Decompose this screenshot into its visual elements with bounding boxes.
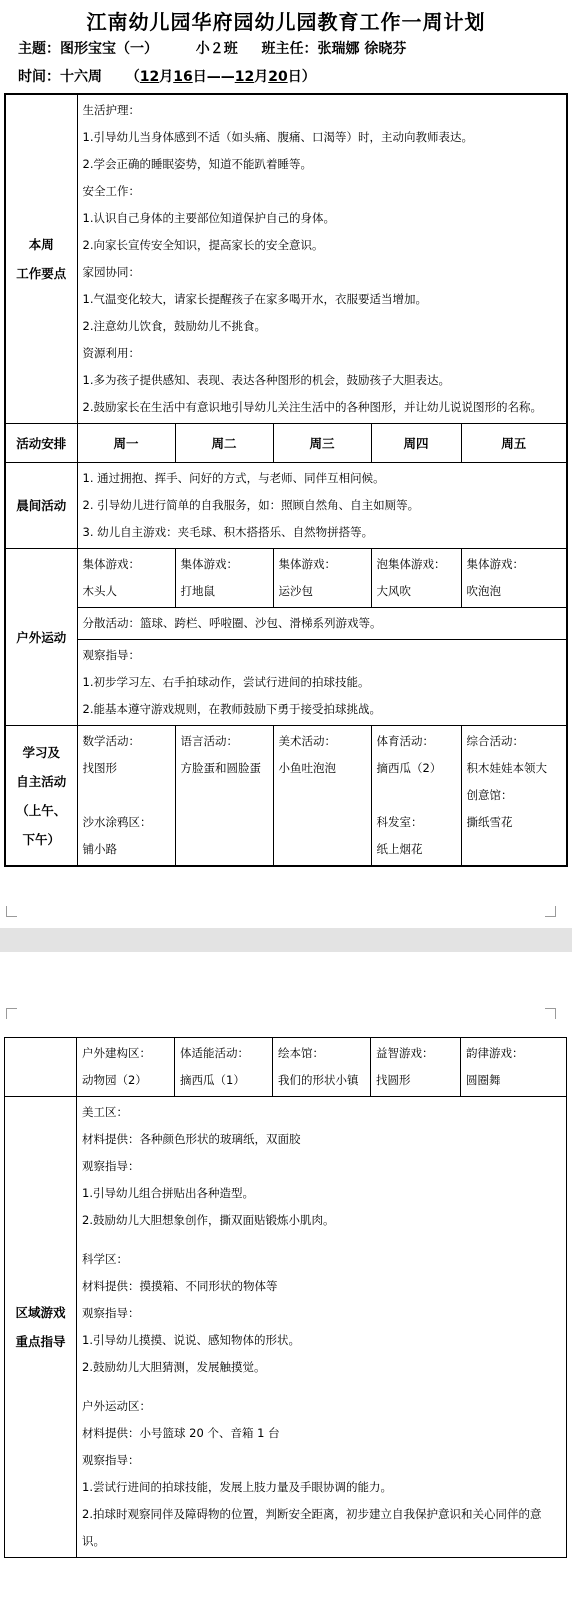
home-title: 家园协同： bbox=[82, 265, 140, 279]
empty-label bbox=[5, 1038, 77, 1097]
theme-label: 主题： bbox=[18, 41, 60, 57]
activity-cell: 体适能活动： 摘西瓜（1） bbox=[175, 1038, 273, 1097]
day-header: 周一 bbox=[77, 424, 175, 463]
end-day: 20 bbox=[268, 69, 288, 85]
outdoor-games-row bbox=[5, 549, 567, 608]
activity-cell: 户外建构区： 动物园（2） bbox=[77, 1038, 175, 1097]
outdoor-scatter-row bbox=[5, 608, 567, 640]
morning-item: 2. 引导幼儿进行简单的自我服务，如：照顾自然角、自主如厕等。 bbox=[82, 498, 420, 512]
outdoor-label: 户外运动 bbox=[5, 549, 77, 726]
page-title: 江南幼儿园华府园幼儿园教育工作一周计划 bbox=[86, 10, 486, 34]
page-corner-mark bbox=[545, 1008, 556, 1019]
art-area-title: 美工区： bbox=[82, 1105, 128, 1119]
observation-title: 观察指导： bbox=[82, 648, 140, 662]
care-item: 2.学会正确的睡眠姿势，知道不能趴着睡等。 bbox=[82, 157, 312, 171]
game-type: 集体游戏： bbox=[278, 557, 336, 571]
week-value: 十六周 bbox=[60, 69, 102, 85]
teacher-names: 张瑞娜 徐晓芬 bbox=[317, 41, 407, 57]
game-name: 大风吹 bbox=[376, 584, 411, 598]
care-title: 生活护理： bbox=[82, 103, 140, 117]
start-month: 12 bbox=[139, 69, 160, 85]
page-corner-mark bbox=[545, 906, 556, 917]
day-header: 周三 bbox=[273, 424, 371, 463]
game-type: 泡集体游戏： bbox=[376, 557, 446, 571]
study-cell-friday: 综合活动： 积木娃娃本领大 创意馆： 撕纸雪花 bbox=[461, 726, 567, 867]
focus-row bbox=[5, 94, 567, 424]
morning-row bbox=[5, 463, 567, 549]
resource-item: 2.鼓励家长在生活中有意识地引导幼儿关注生活中的各种图形，并让幼儿说说图形的名称。 bbox=[82, 400, 542, 414]
area-game-row bbox=[5, 1097, 567, 1558]
day-header: 周二 bbox=[175, 424, 273, 463]
end-month: 12 bbox=[234, 69, 255, 85]
theme-line bbox=[18, 38, 406, 58]
activity-cell: 益智游戏： 找圆形 bbox=[371, 1038, 461, 1097]
game-name: 木头人 bbox=[82, 584, 117, 598]
schedule-header-row bbox=[5, 424, 567, 463]
theme-value: 图形宝宝（一） bbox=[60, 41, 158, 57]
outdoor-game-cell bbox=[273, 549, 371, 608]
day-header: 周四 bbox=[371, 424, 461, 463]
day-header: 周五 bbox=[461, 424, 567, 463]
focus-label: 本周 工作要点 bbox=[5, 94, 77, 424]
teacher-label: 班主任： bbox=[261, 41, 318, 57]
class-name: 小２班 bbox=[195, 41, 238, 57]
science-area-title: 科学区： bbox=[82, 1252, 128, 1266]
schedule-label: 活动安排 bbox=[5, 424, 77, 463]
outdoor-observation bbox=[77, 640, 567, 726]
outdoor-observe-row bbox=[5, 640, 567, 726]
game-name: 打地鼠 bbox=[180, 584, 215, 598]
time-label: 时间： bbox=[18, 69, 60, 85]
range-dash: —— bbox=[206, 69, 235, 85]
page-corner-mark bbox=[6, 1008, 17, 1019]
home-item: 2.注意幼儿饮食，鼓励幼儿不挑食。 bbox=[82, 319, 266, 333]
day-char: 日 bbox=[192, 69, 207, 85]
activity-cell: 韵律游戏： 圆圈舞 bbox=[461, 1038, 567, 1097]
focus-content bbox=[77, 94, 567, 424]
month-char: 月 bbox=[159, 69, 174, 85]
study-cell-wednesday: 美术活动： 小鱼吐泡泡 bbox=[273, 726, 371, 867]
resource-title: 资源利用： bbox=[82, 346, 140, 360]
study-cell-tuesday: 语言活动： 方脸蛋和圆脸蛋 bbox=[175, 726, 273, 867]
game-type: 集体游戏： bbox=[180, 557, 238, 571]
observation-item: 1.初步学习左、右手拍球动作，尝试行进间的拍球技能。 bbox=[82, 675, 370, 689]
observation-item: 2.能基本遵守游戏规则，在教师鼓励下勇于接受拍球挑战。 bbox=[82, 702, 381, 716]
outdoor-game-cell bbox=[175, 549, 273, 608]
range-close: ） bbox=[301, 69, 316, 85]
safety-item: 2.向家长宣传安全知识，提高家长的安全意识。 bbox=[82, 238, 324, 252]
game-type: 集体游戏： bbox=[466, 557, 524, 571]
area-label: 区域游戏 重点指导 bbox=[5, 1097, 77, 1558]
weekly-plan-table bbox=[4, 93, 568, 867]
page2-activity-row bbox=[5, 1038, 567, 1097]
area-content: 美工区： 材料提供：各种颜色形状的玻璃纸，双面胶 观察指导： 1.引导幼儿组合拼贴出各种造型。 2.鼓励幼儿大胆想象创作，撕双面贴锻炼小肌肉。 科学区： 材料提供：摸摸箱、不同形状的物体等 观察指导： 1.引导幼儿摸摸、说说、感知物体的形状。 2.鼓励幼儿大胆猜测，发展触摸觉。 户外运动区： 材料提供：小号篮球 20 个、音箱 1 台 观察指导： 1.尝试行进间的拍球技能，发展上肢力量及手眼协调的能力。 2.拍球时观察同伴及障碍物的位置，判断安全距离，初步建立自我保护意识和关心同伴的意识。 bbox=[77, 1097, 567, 1558]
outdoor-game-cell bbox=[371, 549, 461, 608]
home-item: 1.气温变化较大，请家长提醒孩子在家多喝开水，衣服要适当增加。 bbox=[82, 292, 427, 306]
range-open: （ bbox=[125, 69, 140, 85]
month-char: 月 bbox=[254, 69, 269, 85]
game-name: 吹泡泡 bbox=[466, 584, 501, 598]
outdoor-game-cell bbox=[77, 549, 175, 608]
outdoor-game-cell bbox=[461, 549, 567, 608]
study-cell-monday: 数学活动： 找图形 沙水涂鸦区： 铺小路 bbox=[77, 726, 175, 867]
morning-content bbox=[77, 463, 567, 549]
safety-title: 安全工作： bbox=[82, 184, 140, 198]
game-type: 集体游戏： bbox=[82, 557, 140, 571]
start-day: 16 bbox=[173, 69, 193, 85]
morning-item: 1. 通过拥抱、挥手、问好的方式，与老师、同伴互相问候。 bbox=[82, 471, 385, 485]
safety-item: 1.认识自己身体的主要部位知道保护自己的身体。 bbox=[82, 211, 335, 225]
page-corner-mark bbox=[6, 906, 17, 917]
scatter-activity: 分散活动：篮球、跨栏、呼啦圈、沙包、滑梯系列游戏等。 bbox=[77, 608, 567, 640]
morning-item: 3. 幼儿自主游戏：夹毛球、积木搭搭乐、自然物拼搭等。 bbox=[82, 525, 374, 539]
page-break bbox=[0, 928, 572, 952]
activity-cell: 绘本馆： 我们的形状小镇 bbox=[273, 1038, 371, 1097]
study-cell-thursday: 体育活动： 摘西瓜（2） 科发室： 纸上烟花 bbox=[371, 726, 461, 867]
time-line bbox=[18, 66, 316, 86]
resource-item: 1.多为孩子提供感知、表现、表达各种图形的机会，鼓励孩子大胆表达。 bbox=[82, 373, 450, 387]
weekly-plan-table-continued bbox=[4, 1037, 567, 1558]
study-label: 学习及 自主活动 （上午、 下午） bbox=[5, 726, 77, 867]
outdoor-area-title: 户外运动区： bbox=[82, 1399, 151, 1413]
care-item: 1.引导幼儿当身体感到不适（如头痛、腹痛、口渴等）时，主动向教师表达。 bbox=[82, 130, 473, 144]
study-row bbox=[5, 726, 567, 867]
morning-label: 晨间活动 bbox=[5, 463, 77, 549]
game-name: 运沙包 bbox=[278, 584, 313, 598]
day-char: 日 bbox=[287, 69, 302, 85]
